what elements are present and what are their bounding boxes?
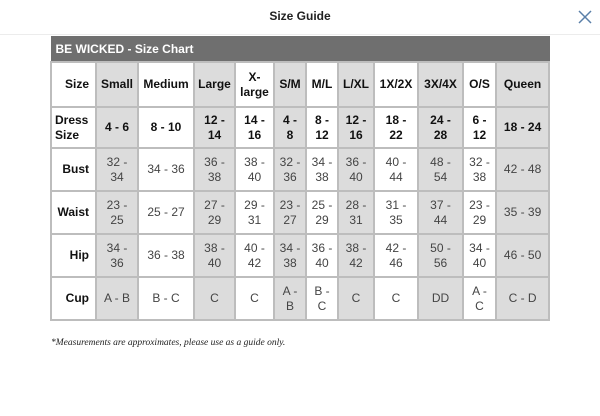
dress-size-cell: 18 - 22 — [374, 107, 418, 148]
bust-cell: 36 - 38 — [194, 148, 235, 191]
waist-cell: 25 - 27 — [138, 191, 194, 234]
waist-cell: 35 - 39 — [496, 191, 549, 234]
waist-cell: 23 - 29 — [463, 191, 496, 234]
cup-cell: C — [374, 277, 418, 320]
dress-size-cell: 8 - 10 — [138, 107, 194, 148]
bust-cell: 48 - 54 — [418, 148, 463, 191]
bust-cell: 42 - 48 — [496, 148, 549, 191]
size-row — [51, 62, 549, 107]
cup-cell: A - B — [274, 277, 306, 320]
row-label-dress-size-text: Dress Size — [55, 112, 89, 142]
hip-row — [51, 234, 549, 277]
hip-cell: 46 - 50 — [496, 234, 549, 277]
cup-cell: A - B — [96, 277, 138, 320]
dress-size-cell: 12 - 16 — [338, 107, 374, 148]
dress-size-row — [51, 107, 549, 148]
size-cell: X- large — [235, 62, 274, 107]
dress-size-cell: 18 - 24 — [496, 107, 549, 148]
hip-cell: 40 - 42 — [235, 234, 274, 277]
row-label-cup: Cup — [51, 277, 96, 320]
hip-cell: 38 - 40 — [194, 234, 235, 277]
size-cell: O/S — [463, 62, 496, 107]
dress-size-cell: 8 - 12 — [306, 107, 338, 148]
row-label-hip: Hip — [51, 234, 96, 277]
waist-cell: 27 - 29 — [194, 191, 235, 234]
size-cell: Large — [194, 62, 235, 107]
cup-cell: A - C — [463, 277, 496, 320]
hip-cell: 34 - 40 — [463, 234, 496, 277]
waist-cell: 31 - 35 — [374, 191, 418, 234]
hip-cell: 36 - 40 — [306, 234, 338, 277]
bust-cell: 32 - 38 — [463, 148, 496, 191]
waist-cell: 28 - 31 — [338, 191, 374, 234]
dress-size-cell: 14 - 16 — [235, 107, 274, 148]
table-title: BE WICKED - Size Chart — [51, 37, 549, 63]
bust-cell: 32 - 36 — [274, 148, 306, 191]
cup-cell: C — [194, 277, 235, 320]
waist-cell: 23 - 25 — [96, 191, 138, 234]
close-icon-svg — [576, 8, 594, 26]
size-cell: S/M — [274, 62, 306, 107]
waist-row — [51, 191, 549, 234]
bust-cell: 34 - 36 — [138, 148, 194, 191]
row-label-size: Size — [51, 62, 96, 107]
size-chart-table — [50, 36, 550, 321]
waist-cell: 37 - 44 — [418, 191, 463, 234]
waist-cell: 23 - 27 — [274, 191, 306, 234]
cup-cell: C — [235, 277, 274, 320]
bust-cell: 38 - 40 — [235, 148, 274, 191]
hip-cell: 36 - 38 — [138, 234, 194, 277]
measurement-note: *Measurements are approximates, please use as a guide only. — [51, 338, 286, 348]
row-label-dress-size — [51, 107, 96, 148]
size-cell: L/XL — [338, 62, 374, 107]
size-cell: 1X/2X — [374, 62, 418, 107]
hip-cell: 42 - 46 — [374, 234, 418, 277]
hip-cell: 50 - 56 — [418, 234, 463, 277]
modal-header — [0, 0, 600, 35]
cup-row — [51, 277, 549, 320]
cup-cell: B - C — [306, 277, 338, 320]
cup-cell: C - D — [496, 277, 549, 320]
dress-size-cell: 24 - 28 — [418, 107, 463, 148]
waist-cell: 25 - 29 — [306, 191, 338, 234]
row-label-waist: Waist — [51, 191, 96, 234]
cup-cell: C — [338, 277, 374, 320]
size-cell: M/L — [306, 62, 338, 107]
size-cell: 3X/4X — [418, 62, 463, 107]
dress-size-cell: 4 - 6 — [96, 107, 138, 148]
bust-cell: 32 - 34 — [96, 148, 138, 191]
bust-cell: 34 - 38 — [306, 148, 338, 191]
hip-cell: 34 - 38 — [274, 234, 306, 277]
cup-cell: DD — [418, 277, 463, 320]
hip-cell: 38 - 42 — [338, 234, 374, 277]
row-label-bust: Bust — [51, 148, 96, 191]
modal-title: Size Guide — [269, 9, 331, 23]
dress-size-cell: 12 - 14 — [194, 107, 235, 148]
table-title-row — [51, 37, 549, 63]
dress-size-cell: 6 - 12 — [463, 107, 496, 148]
size-cell: Queen — [496, 62, 549, 107]
close-icon[interactable] — [576, 8, 594, 26]
hip-cell: 34 - 36 — [96, 234, 138, 277]
bust-row — [51, 148, 549, 191]
waist-cell: 29 - 31 — [235, 191, 274, 234]
bust-cell: 40 - 44 — [374, 148, 418, 191]
size-cell: Small — [96, 62, 138, 107]
dress-size-cell: 4 - 8 — [274, 107, 306, 148]
bust-cell: 36 - 40 — [338, 148, 374, 191]
cup-cell: B - C — [138, 277, 194, 320]
size-cell: Medium — [138, 62, 194, 107]
